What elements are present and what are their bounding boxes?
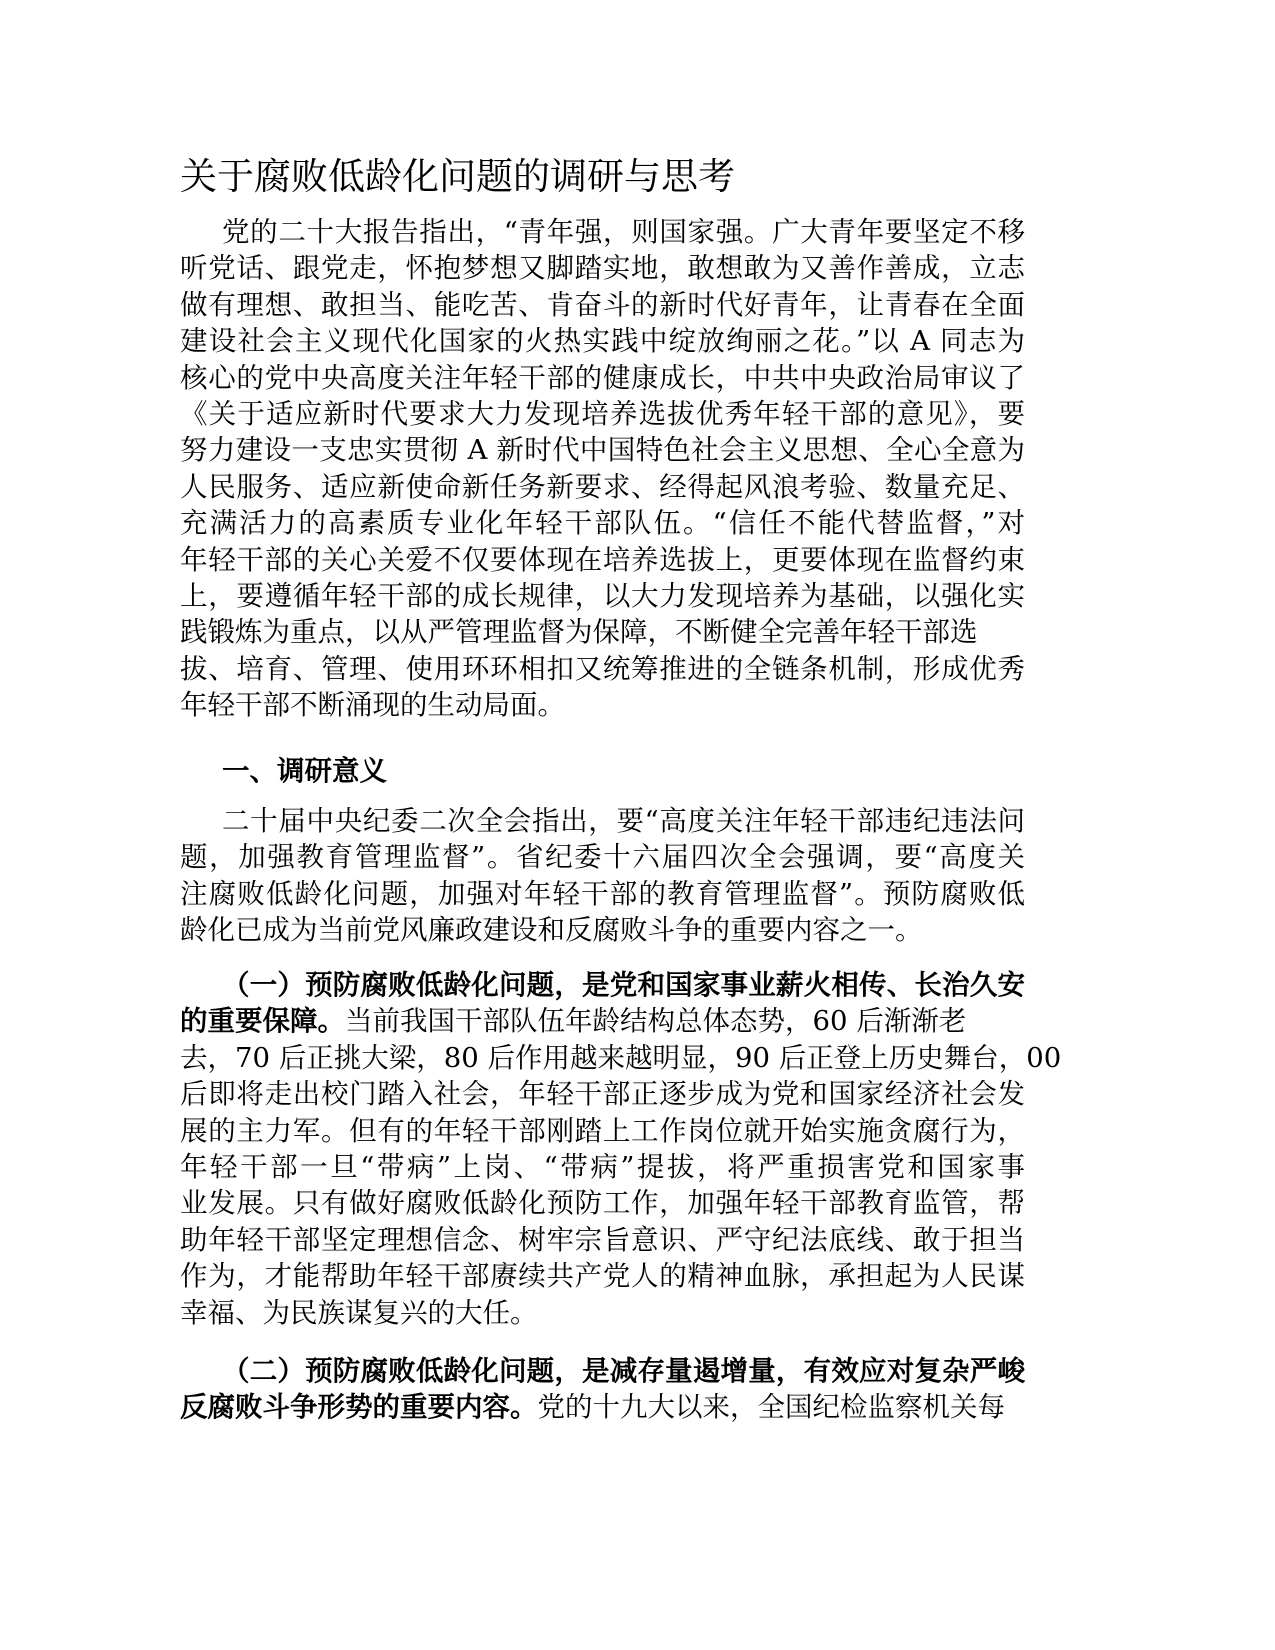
point2-heading-end: 反腐败斗争形势的重要内容。	[180, 1391, 538, 1424]
text-line: 《关于适应新时代要求大力发现培养选拔优秀年轻干部的意见》，要	[180, 397, 1025, 430]
text-line: 年轻干部的关心关爱不仅要体现在培养选拔上，更要体现在监督约束	[180, 543, 1025, 576]
text-line: 建设社会主义现代化国家的火热实践中绽放绚丽之花。”以 A 同志为	[180, 325, 1025, 358]
point1-heading-end: 的重要保障。	[180, 1005, 345, 1038]
text-line: 上，要遵循年轻干部的成长规律，以大力发现培养为基础，以强化实	[180, 579, 1025, 612]
text-line: 去，70 后正挑大梁，80 后作用越来越明显，90 后正登上历史舞台，00	[180, 1041, 1062, 1074]
text-line: 后即将走出校门踏入社会，年轻干部正逐步成为党和国家经济社会发	[180, 1078, 1025, 1111]
text-line: 幸福、为民族谋复兴的大任。	[180, 1296, 538, 1329]
text-line: 年轻干部一旦“带病”上岗、“带病”提拔，将严重损害党和国家事	[180, 1150, 1025, 1183]
intro-paragraph	[180, 214, 1025, 723]
text-line: 龄化已成为当前党风廉政建设和反腐败斗争的重要内容之一。	[180, 914, 923, 947]
point1-line-2	[180, 1003, 1025, 1039]
point2-text: 党的十九大以来，全国纪检监察机关每	[537, 1391, 1005, 1424]
document-title: 关于腐败低龄化问题的调研与思考	[180, 155, 735, 198]
text-line: 注腐败低龄化问题，加强对年轻干部的教育管理监督”。预防腐败低	[180, 877, 1025, 910]
text-line: 年轻干部不断涌现的生动局面。	[180, 689, 565, 722]
text-line: 作为，才能帮助年轻干部赓续共产党人的精神血脉，承担起为人民谋	[180, 1260, 1025, 1293]
section1-paragraph	[180, 803, 1025, 949]
text-line: 做有理想、敢担当、能吃苦、肯奋斗的新时代好青年，让青春在全面	[180, 288, 1025, 321]
text-line: 努力建设一支忠实贯彻 A 新时代中国特色社会主义思想、全心全意为	[180, 434, 1025, 467]
text-line: 核心的党中央高度关注年轻干部的健康成长，中共中央政治局审议了	[180, 361, 1025, 394]
text-line: 听党话、跟党走，怀抱梦想又脚踏实地，敢想敢为又善作善成，立志	[180, 252, 1025, 285]
point1-paragraph	[180, 967, 1062, 1331]
point2-line-2	[180, 1389, 1025, 1425]
text-line: 党的二十大报告指出，“青年强，则国家强。广大青年要坚定不移	[222, 216, 1025, 248]
text-line: 业发展。只有做好腐败低龄化预防工作，加强年轻干部教育监管，帮	[180, 1187, 1025, 1220]
section-heading: 一、调研意义	[222, 755, 387, 787]
point2-heading-line: （二）预防腐败低龄化问题，是减存量遏增量，有效应对复杂严峻	[222, 1355, 1025, 1387]
text-line: 题，加强教育管理监督”。省纪委十六届四次全会强调，要“高度关	[180, 841, 1025, 874]
text-line: 践锻炼为重点，以从严管理监督为保障，不断健全完善年轻干部选	[180, 616, 978, 649]
text-line: 人民服务、适应新使命新任务新要求、经得起风浪考验、数量充足、	[180, 470, 1025, 503]
point2-paragraph	[180, 1353, 1025, 1426]
text-line: 充满活力的高素质专业化年轻干部队伍。“信任不能代替监督，”对	[180, 507, 1025, 540]
point1-text: 当前我国干部队伍年龄结构总体态势，60 后渐渐老	[345, 1005, 967, 1038]
text-line: 二十届中央纪委二次全会指出，要“高度关注年轻干部违纪违法问	[222, 805, 1025, 837]
point1-heading-line: （一）预防腐败低龄化问题，是党和国家事业薪火相传、长治久安	[222, 969, 1025, 1001]
text-line: 助年轻干部坚定理想信念、树牢宗旨意识、严守纪法底线、敢于担当	[180, 1223, 1025, 1256]
text-line: 拔、培育、管理、使用环环相扣又统筹推进的全链条机制，形成优秀	[180, 652, 1025, 685]
text-line: 展的主力军。但有的年轻干部刚踏上工作岗位就开始实施贪腐行为，	[180, 1114, 1025, 1147]
